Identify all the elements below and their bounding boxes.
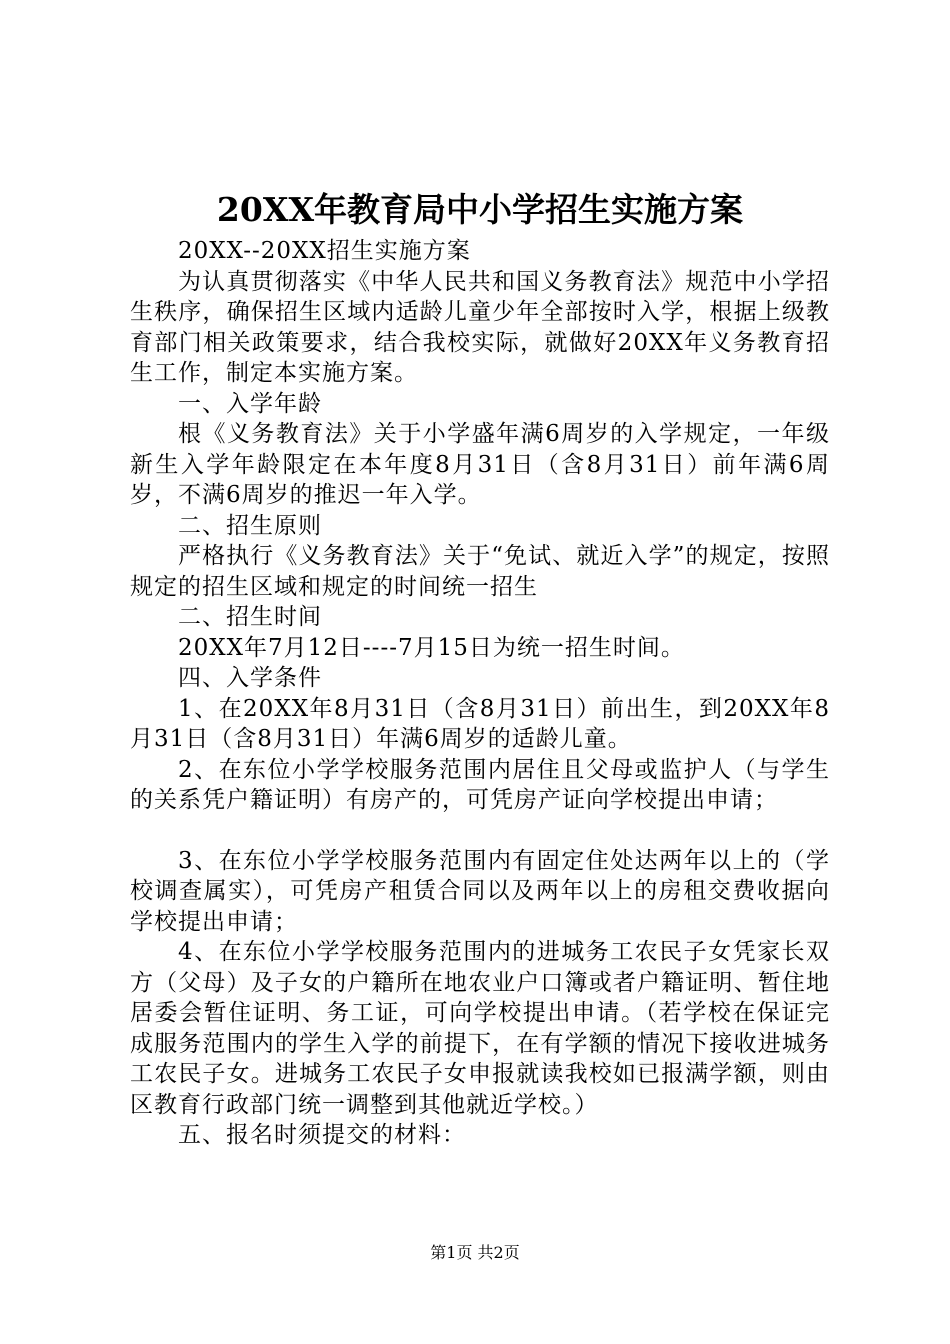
subtitle-line: 20XX--20XX招生实施方案 [178,238,471,264]
section-heading-principle: 二、招生原则 [178,512,322,539]
section-heading-materials: 五、报名时须提交的材料： [178,1122,466,1148]
age-paragraph: 根《义务教育法》关于小学盛年满6周岁的入学规定，一年级新生入学年龄限定在本年度8月31日（含8月31日）前年满6周岁，不满6周岁的推迟一年入学。 [130,421,830,508]
section-heading-age: 一、入学年龄 [178,390,322,417]
document-page [130,186,830,1151]
section-heading-time: 二、招生时间 [178,604,322,630]
page-number-footer: 第1页 共2页 [430,1243,520,1262]
principle-paragraph: 严格执行《义务教育法》关于“免试、就近入学”的规定，按照规定的招生区域和规定的时间统一招生 [130,543,830,600]
condition-item-3: 3、在东位小学学校服务范围内有固定住处达两年以上的（学校调查属实），可凭房产租赁合同以及两年以上的房租交费收据向学校提出申请； [130,847,830,935]
condition-item-4: 4、在东位小学学校服务范围内的进城务工农民子女凭家长双方（父母）及子女的户籍所在地农业户口簿或者户籍证明、暂住地居委会暂住证明、务工证，可向学校提出申请。（若学校在保证完成服务范围内的学生入学的前提下，在有学额的情况下接收进城务工农民子女。进城务工农民子女申报就读我校如已报满学额，则由区教育行政部门统一调整到其他就近学校。） [130,939,830,1118]
section-heading-conditions: 四、入学条件 [178,665,322,691]
intro-paragraph: 为认真贯彻落实《中华人民共和国义务教育法》规范中小学招生秩序，确保招生区域内适龄儿童少年全部按时入学，根据上级教育部门相关政策要求，结合我校实际，就做好20XX年义务教育招生工作，制定本实施方案。 [130,268,830,386]
time-paragraph: 20XX年7月12日----7月15日为统一招生时间。 [178,634,685,661]
condition-item-2: 2、在东位小学学校服务范围内居住且父母或监护人（与学生的关系凭户籍证明）有房产的，可凭房产证向学校提出申请； [130,756,830,813]
document-title: 20XX年教育局中小学招生实施方案 [216,190,744,229]
condition-item-1: 1、在20XX年8月31日（含8月31日）前出生，到20XX年8月31日（含8月31日）年满6周岁的适龄儿童。 [130,695,830,752]
